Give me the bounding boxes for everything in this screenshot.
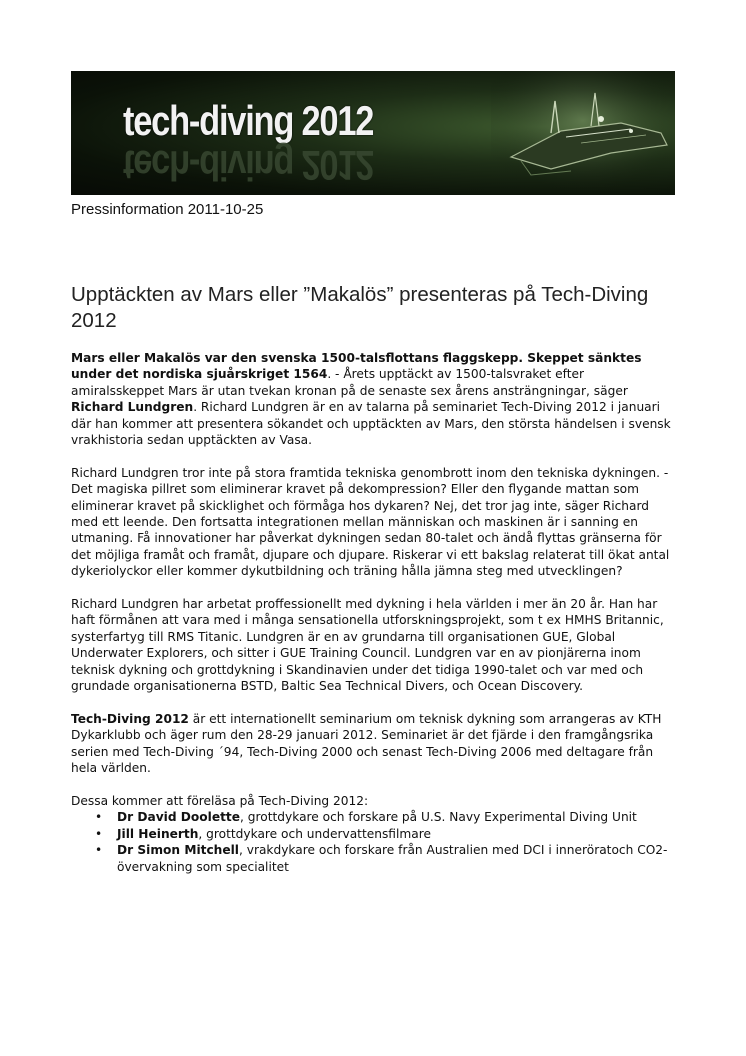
- list-item: [117, 826, 671, 842]
- header-banner: [71, 71, 675, 195]
- paragraph-4-text: är ett internationellt seminarium om teknisk dykning som arrangeras av KTH Dykarklubb och äger rum den 28-29 januari 2012. Seminariet är det fjärde i den framgångsrika serien med Tech-Diving ´94, Tech-Diving 2000 och senast Tech-Diving 2006 med deltagare från hela världen.: [71, 711, 662, 776]
- shipwreck-image: [491, 71, 675, 195]
- paragraph-2: Richard Lundgren tror inte på stora framtida tekniska genombrott inom den tekniska dykningen. - Det magiska pillret som eliminerar kravet på dekompression? Eller den flygande mattan som eliminerar kravet på skicklighet och förmåga hos dykaren? Nej, det tror jag inte, säger Richard med ett leende. Den fortsatta integrationen mellan människan och maskinen är i sanning en utmaning. Få innovationer har påverkat dykningen sedan 80-talet och ändå flyttas gränserna för det möjliga framåt och framåt, djupare och djupare. Riskerar vi ett bakslag relaterat till ökat antal dykeriolyckor eller kommer dykutbildning och träning hålla jämna steg med utvecklingen?: [71, 465, 670, 579]
- paragraph-1: [71, 350, 671, 448]
- lead-text: Mars eller Makalös var den svenska 1500-talsflottans flaggskepp. Skeppet sänktes under det nordiska sjuårskriget 1564: [71, 351, 642, 382]
- paragraph-4: [71, 711, 671, 777]
- speaker-desc: , grottdykare och undervattensfilmare: [198, 826, 431, 841]
- speaker-name: Dr David Doolette: [117, 810, 241, 825]
- paragraph-1-text-b: . Richard Lundgren är en av talarna på seminariet Tech-Diving 2012 i januari där han kommer att presentera sökandet och upptäckten av Mars, den största händelsen i svensk vrakhistoria sedan upptäckten av Vasa.: [71, 400, 671, 448]
- article-body: [71, 350, 671, 875]
- paragraph-3: Richard Lundgren har arbetat proffessionellt med dykning i hela världen i mer än 20 år. Han har haft förmånen att vara med i många sensationella utforskningsprojekt, som t ex HMHS Britannic, systerfartyg till RMS Titanic. Lundgren är en av grundarna till organisationen GUE, Global Underwater Explorers, och sitter i GUE Training Council. Lundgren var en av pionjärerna inom teknisk dykning och grottdykning i Skandinavien under det tidiga 1990-talet och var med och grundade organisationerna BSTD, Baltic Sea Technical Divers, och Ocean Discovery.: [71, 597, 664, 694]
- speaker-desc: , grottdykare och forskare på U.S. Navy Experimental Diving Unit: [240, 810, 637, 825]
- paragraph-1-text-a: . - Årets upptäckt av 1500-talsvraket efter amiralsskeppet Mars är utan tvekan kronan på de senaste sex årens ansträngningar, säger: [71, 367, 628, 398]
- speaker-name: Richard Lundgren: [71, 400, 194, 415]
- speakers-intro: Dessa kommer att föreläsa på Tech-Diving 2012:: [71, 793, 369, 808]
- headline: Upptäckten av Mars eller ”Makalös” presenteras på Tech-Diving 2012: [71, 283, 649, 332]
- speaker-name: Dr Simon Mitchell: [117, 843, 239, 858]
- banner-title: tech-diving 2012: [123, 97, 374, 144]
- speaker-desc: , vrakdykare och forskare från Australien med DCI i inneröratoch CO2-övervakning som specialitet: [117, 843, 668, 874]
- event-name: Tech-Diving 2012: [71, 711, 189, 726]
- speaker-name: Jill Heinerth: [117, 826, 199, 841]
- banner-title-reflection: tech-diving 2012: [123, 142, 374, 189]
- speakers-list: [71, 809, 671, 875]
- press-date: Pressinformation 2011-10-25: [71, 201, 264, 218]
- list-item: [117, 809, 671, 825]
- list-item: [117, 842, 671, 875]
